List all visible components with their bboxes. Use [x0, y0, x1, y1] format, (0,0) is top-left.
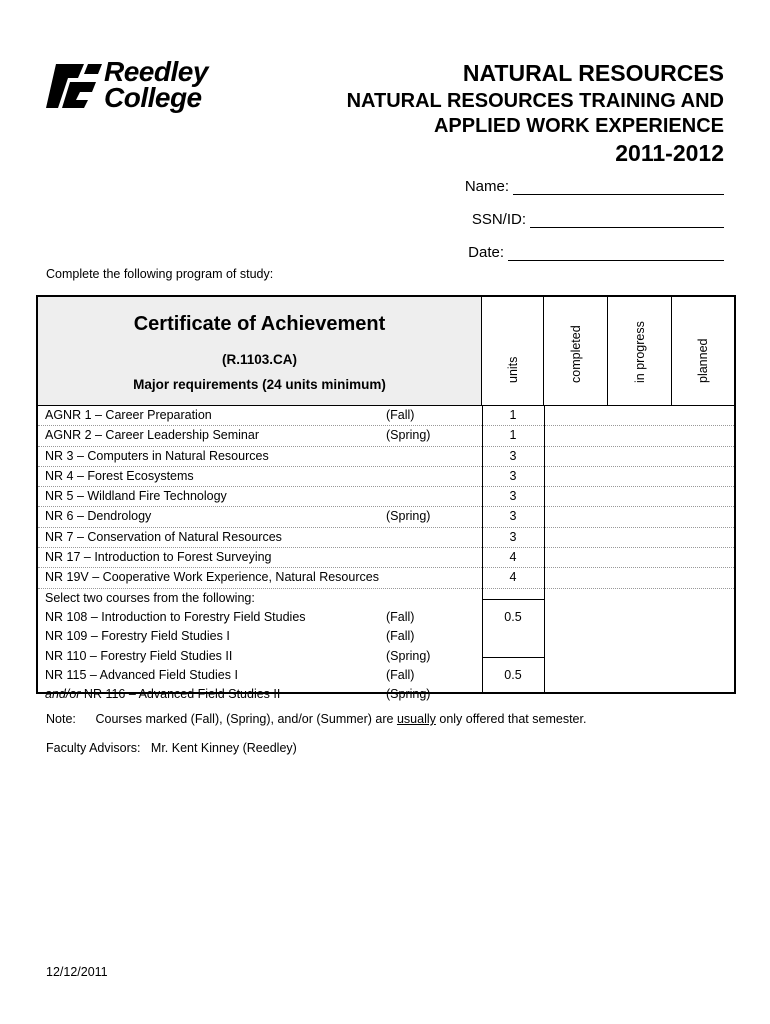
course-units: 3 [509, 509, 517, 524]
course-units: 4 [509, 550, 517, 565]
table-row [38, 426, 734, 446]
note-text-before: Courses marked (Fall), (Spring), and/or (Summer) are [95, 712, 397, 726]
course-name-text: NR 110 – Forestry Field Studies II [45, 648, 233, 663]
course-name [45, 428, 259, 442]
footer-date: 12/12/2011 [46, 965, 108, 979]
table-row [38, 507, 734, 527]
page-subtitle-line1: NATURAL RESOURCES TRAINING AND [346, 90, 724, 112]
table-row [38, 608, 734, 627]
column-header-planned: planned [672, 297, 734, 406]
course-name-text: NR 116 – Advanced Field Studies II [80, 687, 281, 702]
course-name [45, 591, 255, 605]
page-subtitle-line2: APPLIED WORK EXPERIENCE [433, 115, 724, 137]
note-text-underlined: usually [396, 712, 436, 726]
course-name [45, 629, 230, 643]
column-header-units: units [482, 297, 544, 406]
name-label: Name: [464, 178, 509, 195]
instruction-text: Complete the following program of study: [46, 267, 274, 281]
course-term: (Spring) [386, 648, 431, 663]
ssn-field[interactable] [472, 211, 724, 228]
course-units: 3 [509, 468, 517, 483]
units-column-right-border [544, 406, 545, 692]
ssn-label: SSN/ID: [471, 211, 526, 228]
course-rows [38, 406, 734, 704]
course-name-text: NR 7 – Conservation of Natural Resources [45, 529, 282, 544]
table-row [38, 589, 734, 608]
course-term: (Spring) [386, 509, 431, 524]
table-row [38, 647, 734, 666]
page-title: NATURAL RESOURCES [462, 60, 724, 86]
table-row [38, 568, 734, 588]
note-text-after: only offered that semester. [435, 712, 587, 726]
column-header-in-progress: in progress [608, 297, 672, 406]
logo-text-line2: College [104, 82, 202, 113]
course-name [45, 668, 238, 682]
course-name-text: NR 6 – Dendrology [45, 509, 152, 524]
course-units: 3 [509, 529, 517, 544]
course-name-text: NR 19V – Cooperative Work Experience, Natural Resources [45, 570, 379, 585]
course-name-text: NR 108 – Introduction to Forestry Field Studies [45, 609, 306, 624]
course-term: (Fall) [386, 629, 415, 644]
date-label: Date: [468, 244, 504, 261]
course-units: 3 [509, 448, 517, 463]
course-name [45, 610, 306, 624]
course-term: (Fall) [386, 408, 415, 422]
course-name-text: NR 109 – Forestry Field Studies I [45, 629, 230, 644]
certificate-requirements: Major requirements (24 units minimum) [133, 377, 386, 392]
course-name-text: NR 17 – Introduction to Forest Surveying [45, 550, 272, 565]
course-units: 4 [509, 570, 517, 585]
course-name [45, 449, 269, 463]
program-table [36, 295, 736, 702]
course-units: 1 [509, 408, 517, 422]
course-term: (Spring) [386, 428, 431, 443]
course-name-text: NR 4 – Forest Ecosystems [45, 468, 194, 483]
note [46, 712, 586, 726]
advisors-names: Mr. Kent Kinney (Reedley) [150, 741, 297, 755]
certificate-title: Certificate of Achievement [133, 313, 386, 335]
date-input-line[interactable] [508, 245, 724, 261]
course-name [45, 649, 232, 663]
advisors-label: Faculty Advisors: [46, 741, 141, 755]
table-row [38, 467, 734, 487]
units-column-left-border [482, 406, 483, 692]
course-name [45, 530, 282, 544]
course-name-text: NR 3 – Computers in Natural Resources [45, 448, 269, 463]
certificate-code: (R.1103.CA) [221, 352, 298, 367]
table-row [38, 666, 734, 685]
note-label: Note: [46, 712, 76, 726]
course-name [45, 469, 194, 483]
units-group-divider [482, 657, 544, 658]
faculty-advisors [46, 741, 297, 755]
course-name-text: NR 5 – Wildland Fire Technology [45, 489, 227, 504]
course-name-text: NR 115 – Advanced Field Studies I [45, 667, 238, 682]
course-units: 3 [509, 489, 517, 504]
course-name-text: AGNR 2 – Career Leadership Seminar [45, 428, 259, 443]
certificate-header [38, 297, 482, 406]
table-row [38, 487, 734, 507]
course-name [45, 687, 280, 701]
course-name-text: Select two courses from the following: [45, 590, 255, 605]
course-name-italic: and/or [45, 687, 81, 702]
course-term: (Spring) [386, 687, 431, 702]
college-logo [44, 58, 250, 114]
table-row [38, 406, 734, 426]
course-name-text: AGNR 1 – Career Preparation [45, 408, 212, 422]
column-header-completed: completed [544, 297, 608, 406]
table-row [38, 685, 734, 704]
ssn-input-line[interactable] [530, 212, 724, 228]
course-term: (Fall) [386, 667, 415, 682]
logo-text-line1: Reedley [104, 56, 208, 87]
course-name [45, 550, 272, 564]
course-name [45, 570, 379, 584]
name-input-line[interactable] [513, 179, 724, 195]
course-term: (Fall) [386, 609, 415, 624]
course-units: 0.5 [504, 667, 522, 682]
table-row [38, 447, 734, 467]
course-units: 1 [509, 428, 517, 443]
course-units: 0.5 [504, 609, 522, 624]
table-row [38, 548, 734, 568]
units-group-divider [482, 599, 544, 600]
course-name [45, 489, 227, 503]
course-name [45, 408, 212, 422]
name-field[interactable] [465, 178, 724, 195]
reedley-logo-icon [44, 58, 104, 114]
table-row [38, 627, 734, 646]
date-field[interactable] [468, 244, 724, 261]
course-name [45, 509, 151, 523]
table-row [38, 528, 734, 548]
academic-year: 2011-2012 [615, 140, 724, 166]
